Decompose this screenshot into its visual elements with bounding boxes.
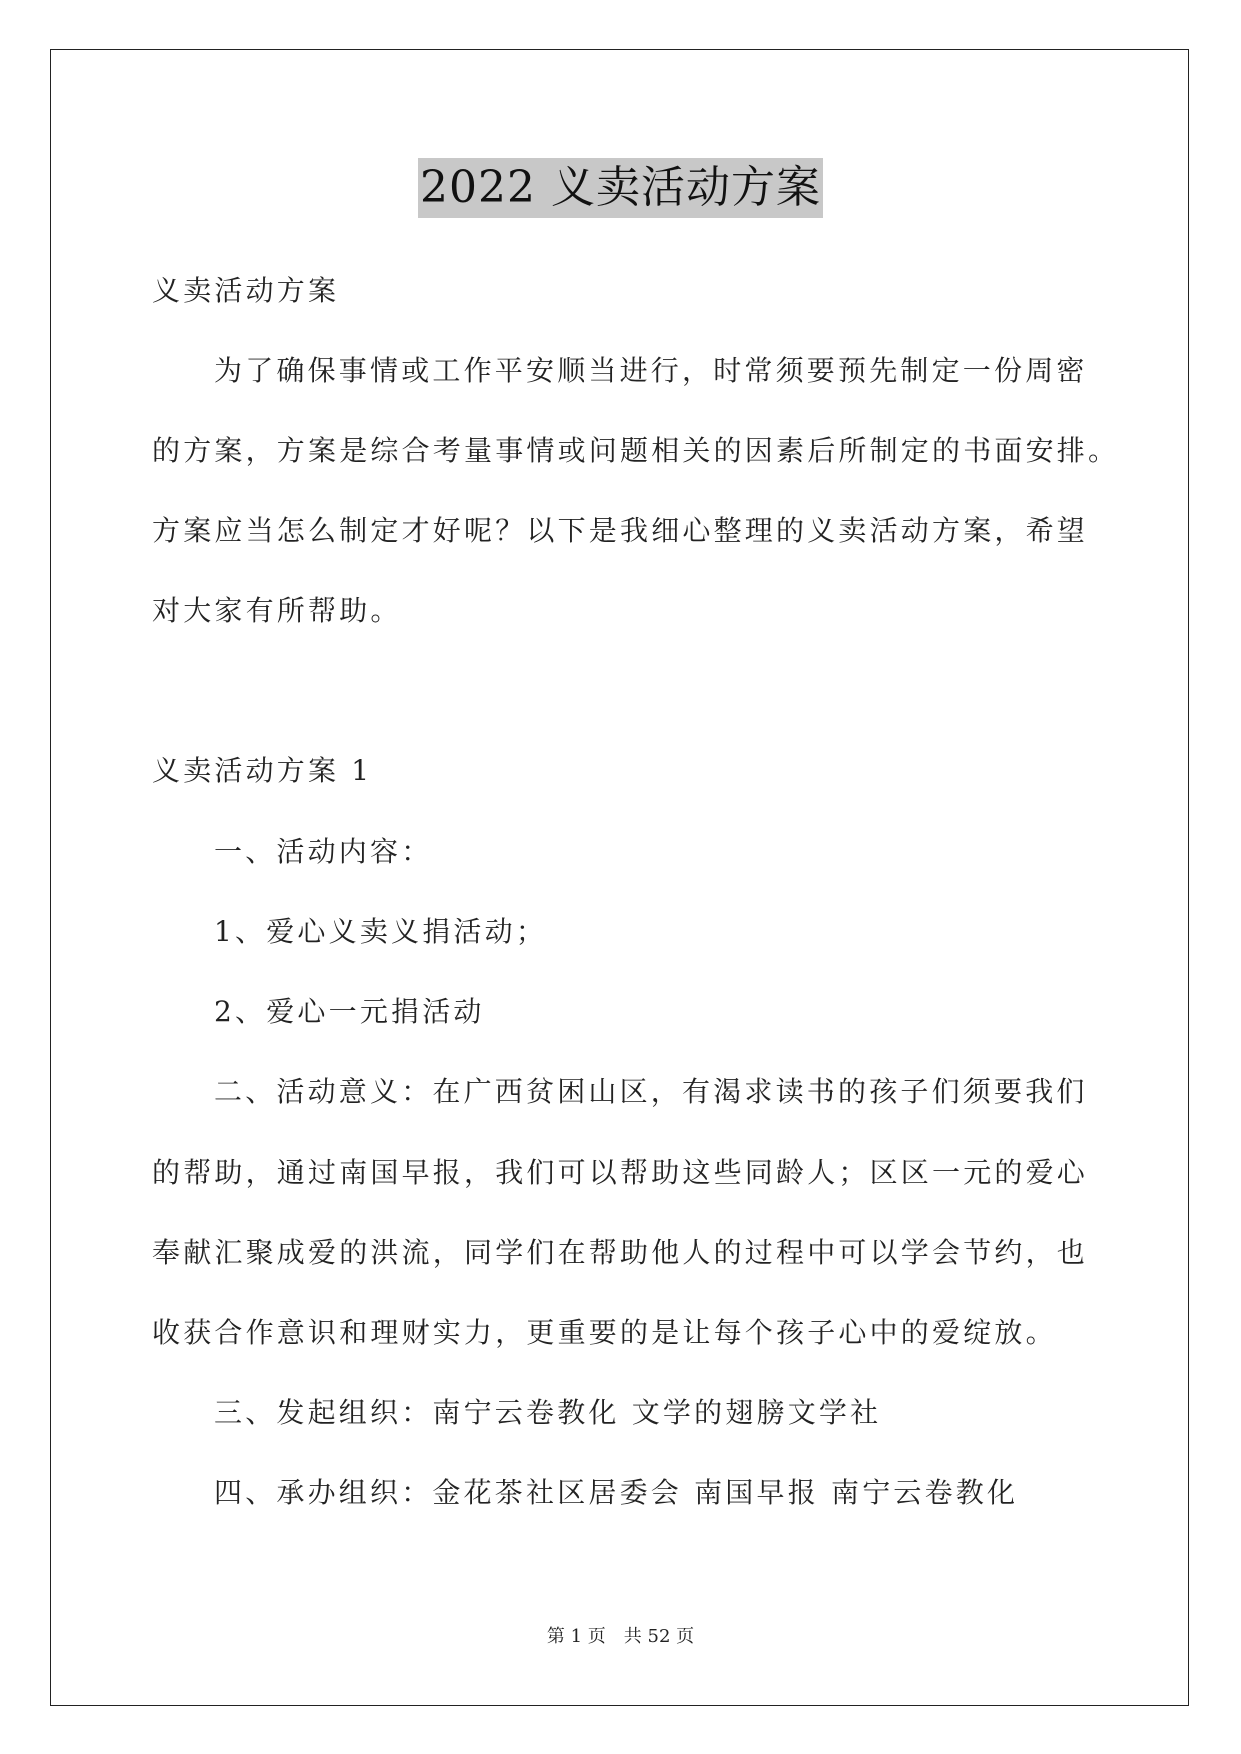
list-item: 2、爱心一元捐活动 (214, 995, 485, 1028)
document-title: 2022 义卖活动方案 (418, 158, 823, 218)
organizer-line: 三、发起组织：南宁云卷教化 文学的翅膀文学社 (214, 1396, 882, 1429)
meaning-line-1: 二、活动意义：在广西贫困山区，有渴求读书的孩子们须要我们 (214, 1075, 1088, 1108)
title-container (0, 158, 1241, 218)
meaning-line-2: 的帮助，通过南国早报，我们可以帮助这些同龄人；区区一元的爱心 (152, 1156, 1089, 1189)
intro-line-2: 的方案，方案是综合考量事情或问题相关的因素后所制定的书面安排。 (152, 434, 1120, 467)
intro-line-1: 为了确保事情或工作平安顺当进行，时常须要预先制定一份周密 (214, 354, 1088, 387)
document-subtitle: 义卖活动方案 (152, 274, 340, 307)
list-item: 一、活动内容： (214, 835, 433, 868)
meaning-line-4: 收获合作意识和理财实力，更重要的是让每个孩子心中的爱绽放。 (152, 1316, 1057, 1349)
meaning-line-3: 奉献汇聚成爱的洪流，同学们在帮助他人的过程中可以学会节约，也 (152, 1236, 1089, 1269)
page-footer: 第 1 页 共 52 页 (546, 1626, 695, 1647)
section-heading: 义卖活动方案 1 (152, 754, 373, 787)
intro-line-3: 方案应当怎么制定才好呢？以下是我细心整理的义卖活动方案，希望 (152, 514, 1089, 547)
intro-line-4: 对大家有所帮助。 (152, 594, 402, 627)
host-line: 四、承办组织：金花茶社区居委会 南国早报 南宁云卷教化 (214, 1476, 1019, 1509)
list-item: 1、爱心义卖义捐活动； (214, 915, 548, 948)
